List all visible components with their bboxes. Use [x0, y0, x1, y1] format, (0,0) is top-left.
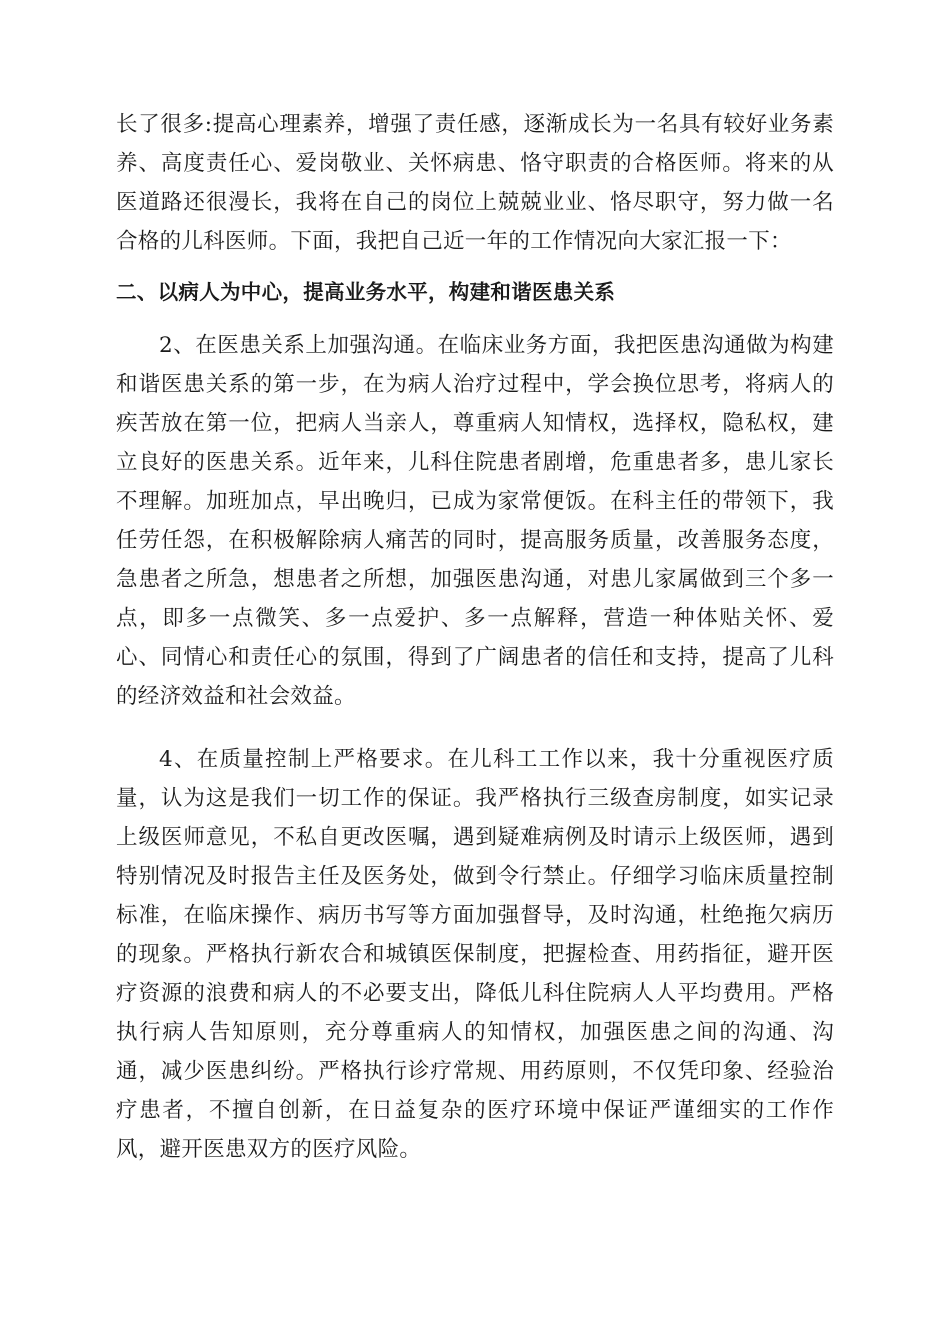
section-heading: 二、以病人为中心，提高业务水平，构建和谐医患关系 — [116, 280, 616, 304]
intro-paragraph: 长了很多:提高心理素养，增强了责任感，逐渐成长为一名具有较好业务素养、高度责任心、爱岗敬业、关怀病患、恪守职责的合格医师。将来的从医道路还很漫长，我将在自己的岗位上兢兢业业、恪尽职守，努力做一名合格的儿科医师。下面，我把自己近一年的工作情况向大家汇报一下： — [116, 112, 834, 254]
spacer — [116, 312, 834, 326]
document-page — [116, 105, 834, 1169]
paragraph-communication: 2、在医患关系上加强沟通。在临床业务方面，我把医患沟通做为构建和谐医患关系的第一步，在为病人治疗过程中，学会换位思考，将病人的疾苦放在第一位，把病人当亲人，尊重病人知情权，选择权，隐私权，建立良好的医患关系。近年来，儿科住院患者剧增，危重患者多，患儿家长不理解。加班加点，早出晚归，已成为家常便饭。在科主任的带领下，我任劳任怨，在积极解除病人痛苦的同时，提高服务质量，改善服务态度，急患者之所急，想患者之所想，加强医患沟通，对患儿家属做到三个多一点，即多一点微笑、多一点爱护、多一点解释，营造一种体贴关怀、爱心、同情心和责任心的氛围，得到了广阔患者的信任和支持，提高了儿科的经济效益和社会效益。 — [116, 333, 834, 709]
spacer — [116, 716, 834, 740]
spacer — [116, 261, 834, 273]
paragraph-quality-control: 4、在质量控制上严格要求。在儿科工工作以来，我十分重视医疗质量，认为这是我们一切工作的保证。我严格执行三级查房制度，如实记录上级医师意见，不私自更改医嘱，遇到疑难病例及时请示上级医师，遇到特别情况及时报告主任及医务处，做到令行禁止。仔细学习临床质量控制标准，在临床操作、病历书写等方面加强督导，及时沟通，杜绝拖欠病历的现象。严格执行新农合和城镇医保制度，把握检查、用药指征，避开医疗资源的浪费和病人的不必要支出，降低儿科住院病人人平均费用。严格执行病人告知原则，充分尊重病人的知情权，加强医患之间的沟通、沟通，减少医患纠纷。严格执行诊疗常规、用药原则，不仅凭印象、经验治疗患者，不擅自创新，在日益复杂的医疗环境中保证严谨细实的工作作风，避开医患双方的医疗风险。 — [116, 747, 834, 1162]
